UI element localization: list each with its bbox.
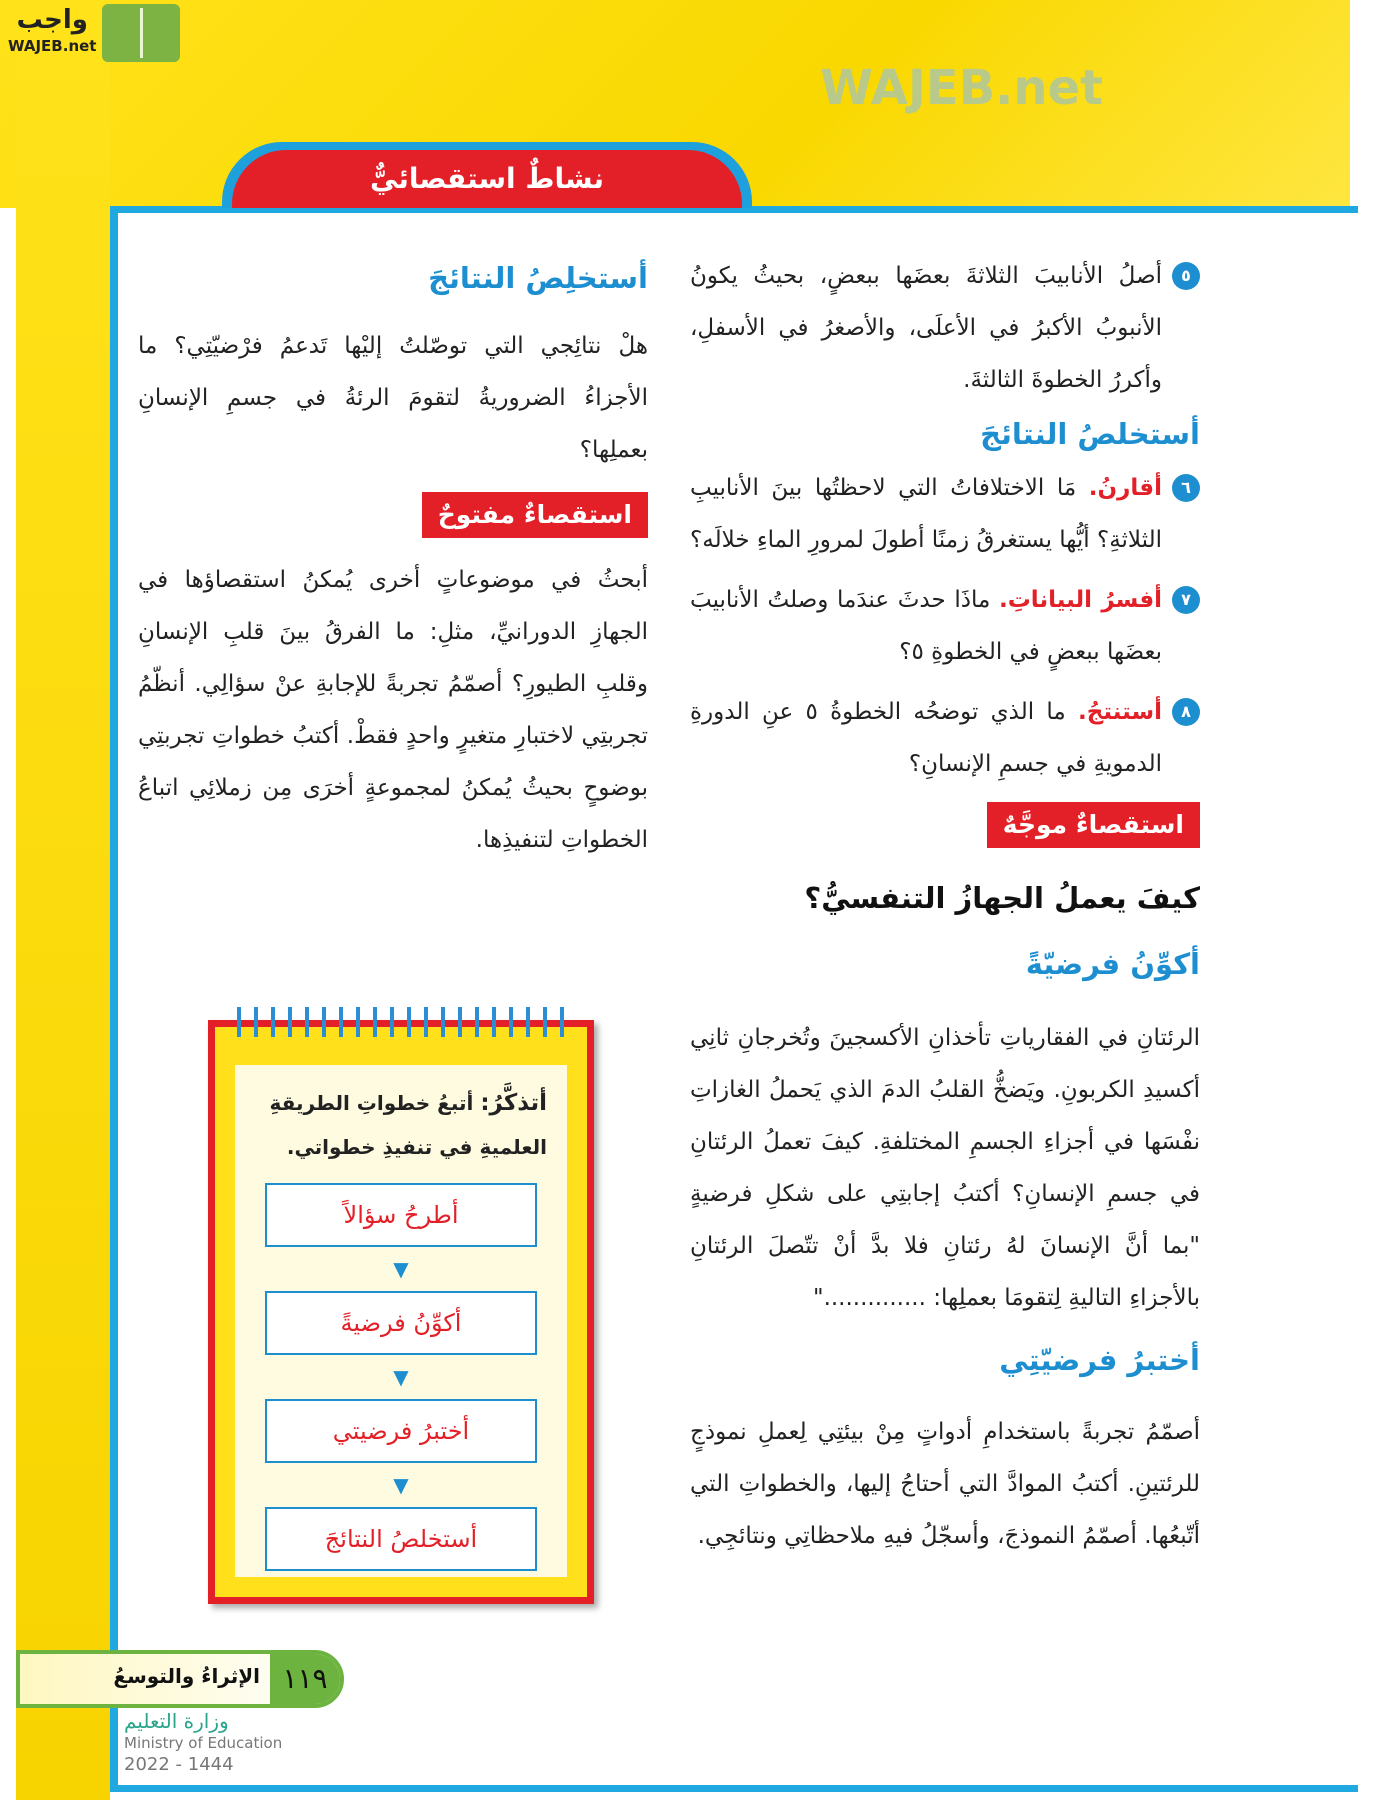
step-text: ماذَا حدثَ عندَما وصلتُ الأنابيبَ بعضَها ببعضٍ في الخطوةِ ٥؟	[690, 587, 1162, 665]
hypothesis-heading: أكوِّنُ فرضيّةً	[1025, 947, 1200, 981]
wajeb-logo[interactable]	[8, 4, 180, 62]
year: 2022 - 1444	[124, 1754, 234, 1775]
step-7	[690, 574, 1200, 678]
step-number: ٥	[1172, 262, 1200, 290]
remember-body: أتبعُ خطواتِ الطريقةِ العلميةِ في تنفيذِ خطواتي.	[269, 1091, 547, 1159]
ministry-watermark	[124, 1710, 282, 1776]
flow-step: أستخلصُ النتائجَ	[265, 1507, 537, 1571]
left-column	[138, 250, 648, 866]
activity-title: نشاطٌ استقصائيٌّ	[232, 150, 742, 208]
conclude-text: هلْ نتائِجي التي توصّلتُ إليْها تَدعمُ فرْضيّتِي؟ ما الأجزاءُ الضروريةُ لتقومَ الرئةُ في جسمِ الإنسانِ بعملِها؟	[138, 333, 648, 463]
spiral-binding-icon	[237, 1007, 567, 1037]
activity-tab	[222, 142, 752, 208]
flow-step: أطرحُ سؤالاً	[265, 1183, 537, 1247]
yellow-side-strip	[16, 0, 110, 1800]
flow-step: أكوِّنُ فرضيةً	[265, 1291, 537, 1355]
step-number: ٦	[1172, 474, 1200, 502]
step-5	[690, 250, 1200, 406]
method-flowchart	[255, 1183, 547, 1571]
step-6	[690, 462, 1200, 566]
ministry-arabic: وزارة التعليم	[124, 1709, 229, 1733]
test-text: أصمّمُ تجربةً باستخدامِ أدواتٍ مِنْ بيئتِي لِعملِ نموذجٍ للرئتينِ. أكتبُ الموادَّ التي أحتاجُ إليها، والخطواتِ التي أتّبعُها. أصمّمُ النموذجَ، وأسجّلُ فيهِ ملاحظاتِي ونتائجِي.	[690, 1419, 1200, 1549]
step-text: مَا الاختلافاتُ التي لاحظتُها بينَ الأنابيبِ الثلاثةِ؟ أيُّها يستغرقُ زمنًا أطولَ لمرورِ الماءِ خلالَه؟	[690, 475, 1162, 553]
open-inquiry-badge: استقصاءٌ مفتوحٌ	[422, 492, 648, 538]
step-label: أفسرُ البياناتِ.	[998, 587, 1163, 613]
open-inquiry-text: أبحثُ في موضوعاتٍ أخرى يُمكنُ استقصاؤها في الجهازِ الدورانيِّ، مثلِ: ما الفرقُ بينَ قلبِ الإنسانِ وقلبِ الطيورِ؟ أصمّمُ تجربةً للإجابةِ عنْ سؤالِي. أنظّمُ تجربتِي لاختبارِ متغيرٍ واحدٍ فقطْ. أكتبُ خطواتِ تجربتِي بوضوحٍ بحيثُ يُمكنُ لمجموعةٍ أخرَى مِن زملائِي اتباعُ الخطواتِ لتنفيذِها.	[138, 567, 648, 853]
ministry-english: Ministry of Education	[124, 1734, 283, 1752]
page-number: ١١٩	[270, 1654, 340, 1704]
question-title: كيفَ يعملُ الجهازُ التنفسيُّ؟	[804, 881, 1200, 915]
page-footer	[16, 1650, 344, 1708]
test-heading: أختبرُ فرضيّتِي	[999, 1343, 1200, 1377]
conclude-heading-left: أستخلِصُ النتائجَ	[428, 261, 648, 295]
guided-inquiry-badge: استقصاءٌ موجَّهٌ	[987, 802, 1200, 848]
section-title: الإثراءُ والتوسعُ	[113, 1664, 260, 1688]
hypothesis-text: الرئتانِ في الفقارياتِ تأخذانِ الأكسجينَ وتُخرجانِ ثانِي أكسيدِ الكربونِ. ويَضخُّ القلبُ الدمَ الذي يَحملُ الغازاتِ نفْسَها في أجزاءِ الجسمِ المختلفةِ. كيفَ تعملُ الرئتانِ في جسمِ الإنسانِ؟ أكتبُ إجابتِي على شكلِ فرضيةٍ "بما أنَّ الإنسانَ لهُ رئتانِ فلا بدَّ أنْ تتّصلَ الرئتانِ بالأجزاءِ التاليةِ لِتقومَا بعملِها: .............."	[690, 1025, 1200, 1311]
step-number: ٨	[1172, 698, 1200, 726]
step-8	[690, 686, 1200, 790]
step-number: ٧	[1172, 586, 1200, 614]
step-text: أصلُ الأنابيبَ الثلاثةَ بعضَها ببعضٍ، بحيثُ يكونُ الأنبوبُ الأكبرُ في الأعلَى، والأصغرُ في الأسفلِ، وأكررُ الخطوةَ الثالثةَ.	[690, 263, 1162, 393]
watermark: WAJEB.net	[820, 60, 1104, 116]
remember-label: أتذكَّرُ:	[480, 1090, 547, 1116]
conclude-heading: أستخلصُ النتائجَ	[980, 417, 1200, 451]
step-text: ما الذي توضحُه الخطوةُ ٥ عنِ الدورةِ الدمويةِ في جسمِ الإنسانِ؟	[690, 699, 1162, 777]
step-label: أقارنُ.	[1088, 475, 1162, 501]
arrow-down-icon: ▼	[393, 1257, 409, 1281]
flow-step: أختبرُ فرضيتي	[265, 1399, 537, 1463]
remember-notepad	[208, 1020, 594, 1604]
book-icon	[102, 4, 180, 62]
remember-text	[255, 1081, 547, 1169]
arrow-down-icon: ▼	[393, 1473, 409, 1497]
arrow-down-icon: ▼	[393, 1365, 409, 1389]
logo-arabic: واجب	[16, 5, 88, 35]
logo-latin: WAJEB.net	[8, 37, 97, 55]
right-column	[690, 250, 1200, 1562]
step-label: أستنتجُ.	[1078, 699, 1162, 725]
